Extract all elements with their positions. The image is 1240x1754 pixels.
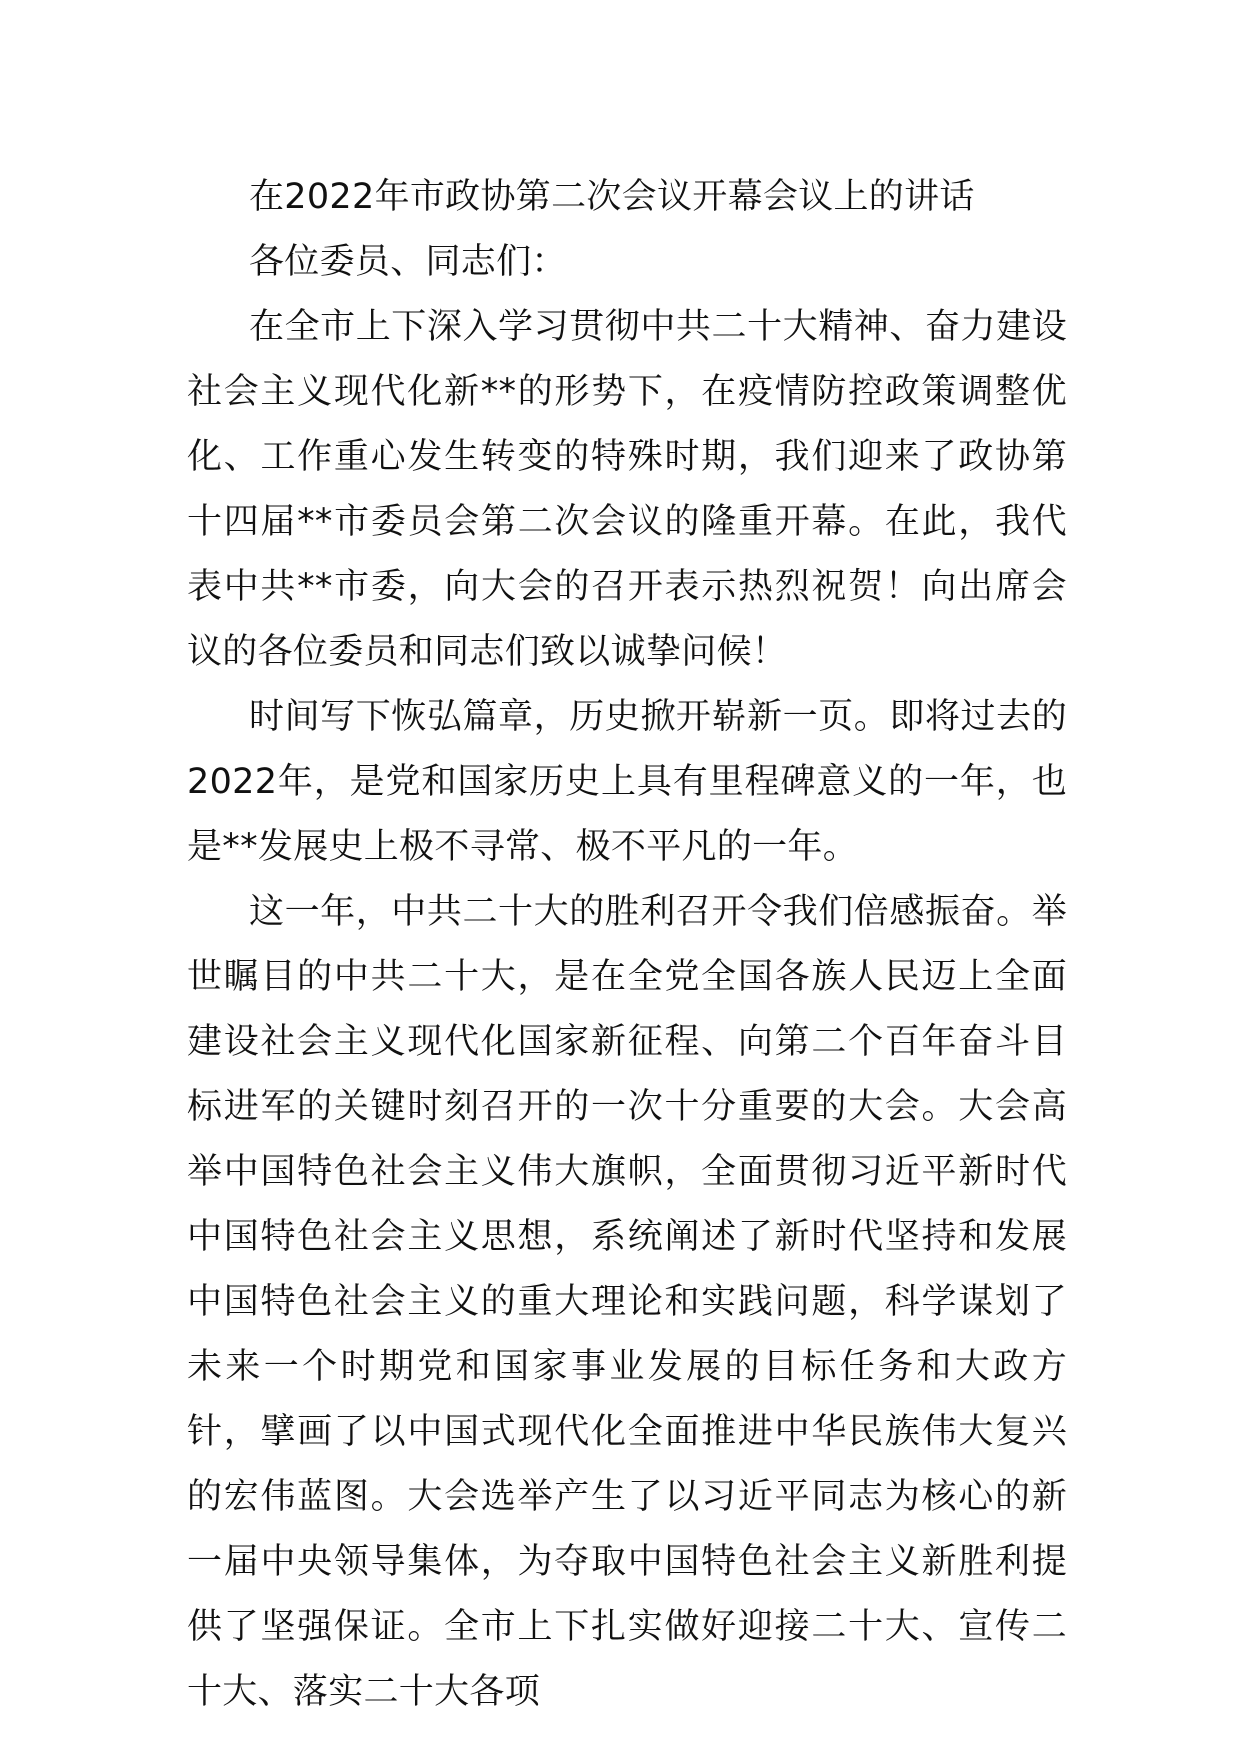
document-body <box>187 165 1067 1725</box>
paragraph-1: 在全市上下深入学习贯彻中共二十大精神、奋力建设社会主义现代化新**的形势下，在疫情防控政策调整优化、工作重心发生转变的特殊时期，我们迎来了政协第十四届**市委员会第二次会议的隆重开幕。在此，我代表中共**市委，向大会的召开表示热烈祝贺！向出席会议的各位委员和同志们致以诚挚问候！ <box>187 307 1067 672</box>
document-title: 在2022年市政协第二次会议开幕会议上的讲话 <box>249 177 975 217</box>
paragraph-3: 这一年，中共二十大的胜利召开令我们倍感振奋。举世瞩目的中共二十大，是在全党全国各族人民迈上全面建设社会主义现代化国家新征程、向第二个百年奋斗目标进军的关键时刻召开的一次十分重要的大会。大会高举中国特色社会主义伟大旗帜，全面贯彻习近平新时代中国特色社会主义思想，系统阐述了新时代坚持和发展中国特色社会主义的重大理论和实践问题，科学谋划了未来一个时期党和国家事业发展的目标任务和大政方针，擘画了以中国式现代化全面推进中华民族伟大复兴的宏伟蓝图。大会选举产生了以习近平同志为核心的新一届中央领导集体，为夺取中国特色社会主义新胜利提供了坚强保证。全市上下扎实做好迎接二十大、宣传二十大、落实二十大各项 <box>187 892 1067 1712</box>
salutation: 各位委员、同志们： <box>249 242 567 282</box>
paragraph-2: 时间写下恢弘篇章，历史掀开崭新一页。即将过去的2022年，是党和国家历史上具有里程碑意义的一年，也是**发展史上极不寻常、极不平凡的一年。 <box>187 697 1067 867</box>
